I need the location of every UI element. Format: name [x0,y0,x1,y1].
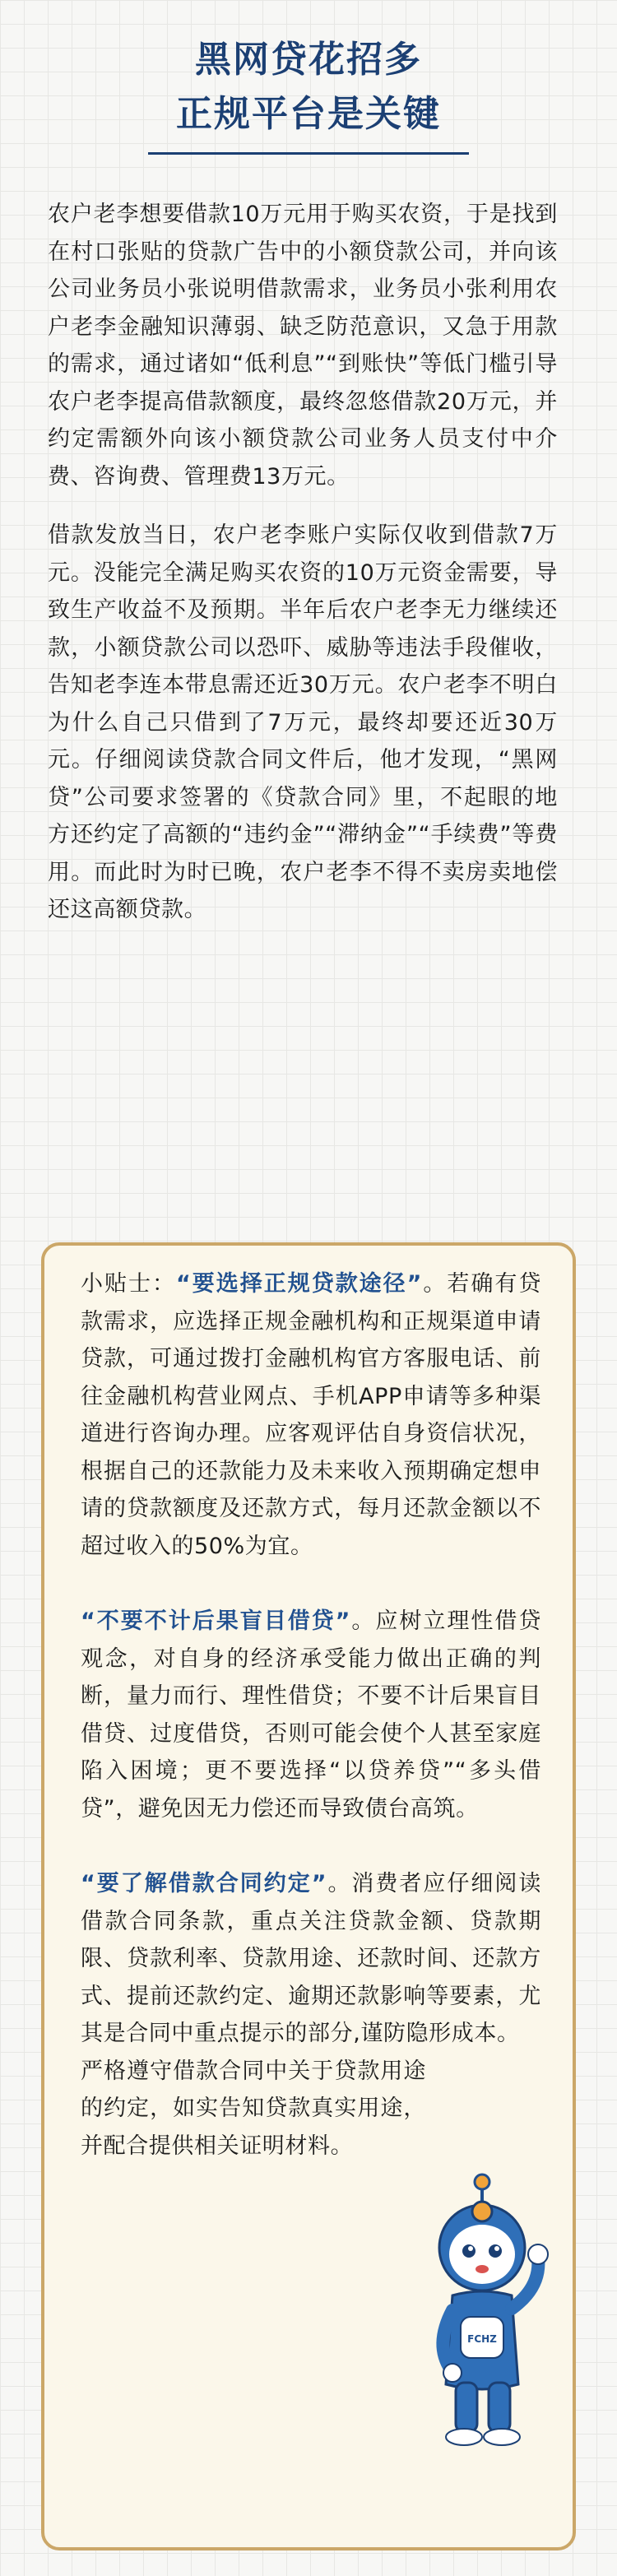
tip-2-body: 。应树立理性借贷观念，对自身的经济承受能力做出正确的判断，量力而行、理性借贷；不要不计后果盲目借贷、过度借贷，否则可能会使个人甚至家庭陷入困境；更不要选择“以贷养贷”“多头借贷”，避免因无力偿还而导致债台高筑。 [81,1608,541,1822]
tip-paragraph-3 [81,1865,541,2165]
tip-1-heading: “要选择正规贷款途径” [175,1271,423,1297]
mascot-figure [418,2172,558,2550]
tip-3-tail: 严格遵守借款合同中关于贷款用途的约定，如实告知贷款真实用途，并配合提供相关证明材料。 [81,2058,426,2159]
tip-paragraph-1 [81,1265,541,1565]
mascot-illustration [418,2172,558,2550]
tips-content [81,1265,541,2202]
title-line-1: 黑网贷花招多 [195,39,422,81]
tip-2-heading: “不要不计后果盲目借贷” [81,1608,351,1634]
story-paragraph-2: 借款发放当日，农户老李账户实际仅收到借款7万元。没能完全满足购买农资的10万元资金需要，导致生产收益不及预期。半年后农户老李无力继续还款，小额贷款公司以恐吓、威胁等违法手段催收，告知老李连本带息需还近30万元。农户老李不明白为什么自己只借到了7万元，最终却要还近30万元。仔细阅读贷款合同文件后，他才发现，“黑网贷”公司要求签署的《贷款合同》里，不起眼的地方还约定了高额的“违约金”“滞纳金”“手续费”等费用。而此时为时已晚，农户老李不得不卖房卖地偿还这高额贷款。 [48,522,558,922]
tip-3-body: 。消费者应仔细阅读借款合同条款，重点关注贷款金额、贷款期限、贷款利率、贷款用途、还款时间、还款方式、提前还款约定、逾期还款影响等要素，尤其是合同中重点提示的部分,谨防隐形成本。 [81,1871,541,2046]
story-article [48,196,558,950]
tips-prefix: 小贴士： [81,1271,176,1297]
tip-1-body: 。若确有贷款需求，应选择正规金融机构和正规渠道申请贷款，可通过拨打金融机构官方客服电话、前往金融机构营业网点、手机APP申请等多种渠道进行咨询办理。应客观评估自身资信状况，根据自己的还款能力及未来收入预期确定想申请的贷款额度及还款方式，每月还款金额以不超过收入的50%为宜。 [81,1271,542,1559]
title-underline [148,152,469,155]
title-line-2: 正规平台是关键 [176,93,441,135]
mascot-badge-text: FCHZ [467,2333,497,2345]
tip-3-heading: “要了解借款合同约定” [81,1871,327,1896]
page-title [0,33,617,142]
tip-paragraph-2 [81,1603,541,1827]
story-paragraph-1: 农户老李想要借款10万元用于购买农资，于是找到在村口张贴的贷款广告中的小额贷款公司，并向该公司业务员小张说明借款需求，业务员小张利用农户老李金融知识薄弱、缺乏防范意识，又急于用款的需求，通过诸如“低利息”“到账快”等低门槛引导农户老李提高借款额度，最终忽悠借款20万元，并约定需额外向该小额贷款公司业务人员支付中介费、咨询费、管理费13万元。 [48,202,558,490]
